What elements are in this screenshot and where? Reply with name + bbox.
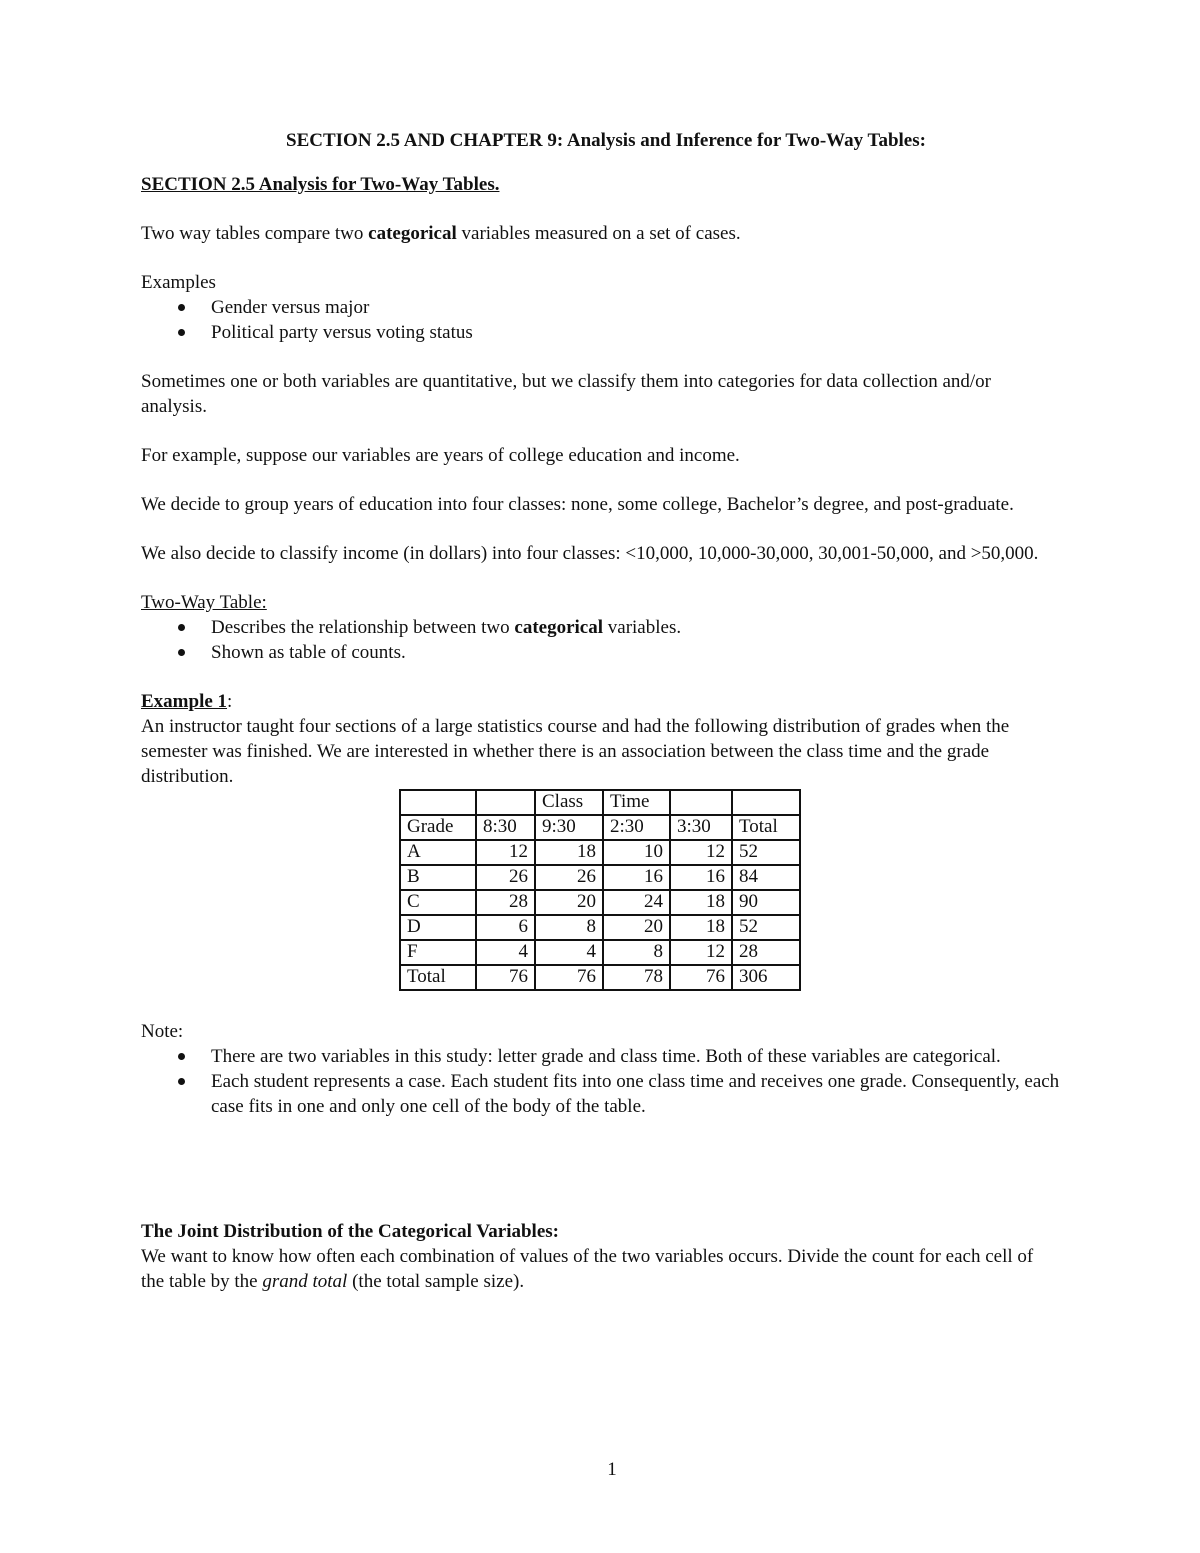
list-item: Gender versus major <box>211 295 1061 320</box>
table-cell: 18 <box>670 890 732 915</box>
table-cell: 24 <box>603 890 670 915</box>
table-cell: 26 <box>476 865 535 890</box>
document-title: SECTION 2.5 AND CHAPTER 9: Analysis and Inference for Two-Way Tables: <box>286 130 926 151</box>
table-cell: 90 <box>732 890 800 915</box>
table-cell: 8 <box>603 940 670 965</box>
page-number: 1 <box>607 1459 617 1480</box>
table-cell: Total <box>732 815 800 840</box>
list-item: Each student represents a case. Each student fits into one class time and receives one grade. Consequently, each case fits in one and only one cell of the body of the table. <box>211 1071 1060 1117</box>
table-cell <box>476 790 535 815</box>
intro-paragraph: Two way tables compare two categorical variables measured on a set of cases. <box>141 223 741 244</box>
examples-label: Examples <box>141 272 216 293</box>
table-row <box>400 890 800 915</box>
table-cell: 10 <box>603 840 670 865</box>
table-cell: 4 <box>476 940 535 965</box>
list-item: There are two variables in this study: letter grade and class time. Both of these variables are categorical. <box>211 1044 1061 1069</box>
table-cell: 76 <box>476 965 535 990</box>
table-row <box>400 965 800 990</box>
table-cell: 6 <box>476 915 535 940</box>
table-cell: 76 <box>535 965 603 990</box>
table-row <box>400 915 800 940</box>
table-cell: 20 <box>535 890 603 915</box>
table-cell <box>670 790 732 815</box>
joint-heading: The Joint Distribution of the Categorical Variables: <box>141 1221 559 1242</box>
example1-text: An instructor taught four sections of a large statistics course and had the following distribution of grades when the semester was finished. We are interested in whether there is an association between the class time and the grade distribution. <box>141 716 1010 787</box>
list-item: Shown as table of counts. <box>211 640 1061 665</box>
table-cell: 20 <box>603 915 670 940</box>
table-cell: 18 <box>670 915 732 940</box>
table-cell <box>400 790 476 815</box>
table-cell <box>732 790 800 815</box>
table-cell: A <box>400 840 476 865</box>
twoway-list <box>141 615 1061 665</box>
table-cell: 52 <box>732 840 800 865</box>
table-cell: 84 <box>732 865 800 890</box>
joint-paragraph: We want to know how often each combination of values of the two variables occurs. Divide the count for each cell of the table by the grand total (the total sample size). <box>141 1246 1034 1292</box>
table-cell: 16 <box>603 865 670 890</box>
table-cell: 12 <box>476 840 535 865</box>
table-cell: F <box>400 940 476 965</box>
table-cell: 4 <box>535 940 603 965</box>
table-cell: 3:30 <box>670 815 732 840</box>
grade-distribution-table <box>399 789 801 991</box>
twoway-label: Two-Way Table: <box>141 592 267 613</box>
table-cell: 16 <box>670 865 732 890</box>
list-item: Political party versus voting status <box>211 320 1061 345</box>
table-cell: B <box>400 865 476 890</box>
table-cell: 78 <box>603 965 670 990</box>
example1-label: Example 1: <box>141 691 233 712</box>
table-cell: Total <box>400 965 476 990</box>
income-paragraph: We also decide to classify income (in dollars) into four classes: <10,000, 10,000-30,000, 30,001-50,000, and >50,000. <box>141 543 1039 564</box>
note-label: Note: <box>141 1021 184 1042</box>
table-row <box>400 840 800 865</box>
table-cell: C <box>400 890 476 915</box>
table-cell: 306 <box>732 965 800 990</box>
table-cell: D <box>400 915 476 940</box>
table-cell: 28 <box>476 890 535 915</box>
table-cell: 9:30 <box>535 815 603 840</box>
table-cell: 18 <box>535 840 603 865</box>
examples-list <box>141 295 1061 345</box>
table-header-row <box>400 815 800 840</box>
table-row <box>400 865 800 890</box>
table-cell: 12 <box>670 940 732 965</box>
table-cell: 52 <box>732 915 800 940</box>
quantitative-paragraph: Sometimes one or both variables are quantitative, but we classify them into categories for data collection and/or analysis. <box>141 371 991 417</box>
table-cell: 8:30 <box>476 815 535 840</box>
table-cell: 28 <box>732 940 800 965</box>
table-cell: Time <box>603 790 670 815</box>
table-cell: Grade <box>400 815 476 840</box>
table-header-row <box>400 790 800 815</box>
example-paragraph: For example, suppose our variables are years of college education and income. <box>141 445 740 466</box>
table-cell: 26 <box>535 865 603 890</box>
table-row <box>400 940 800 965</box>
table-cell: 76 <box>670 965 732 990</box>
document-page <box>141 128 1061 1294</box>
note-list <box>141 1044 1061 1119</box>
table-cell: 12 <box>670 840 732 865</box>
list-item: Describes the relationship between two categorical variables. <box>211 615 1061 640</box>
section-heading: SECTION 2.5 Analysis for Two-Way Tables. <box>141 174 500 195</box>
education-paragraph: We decide to group years of education into four classes: none, some college, Bachelor’s degree, and post-graduate. <box>141 494 1014 515</box>
table-cell: Class <box>535 790 603 815</box>
table-cell: 2:30 <box>603 815 670 840</box>
table-cell: 8 <box>535 915 603 940</box>
